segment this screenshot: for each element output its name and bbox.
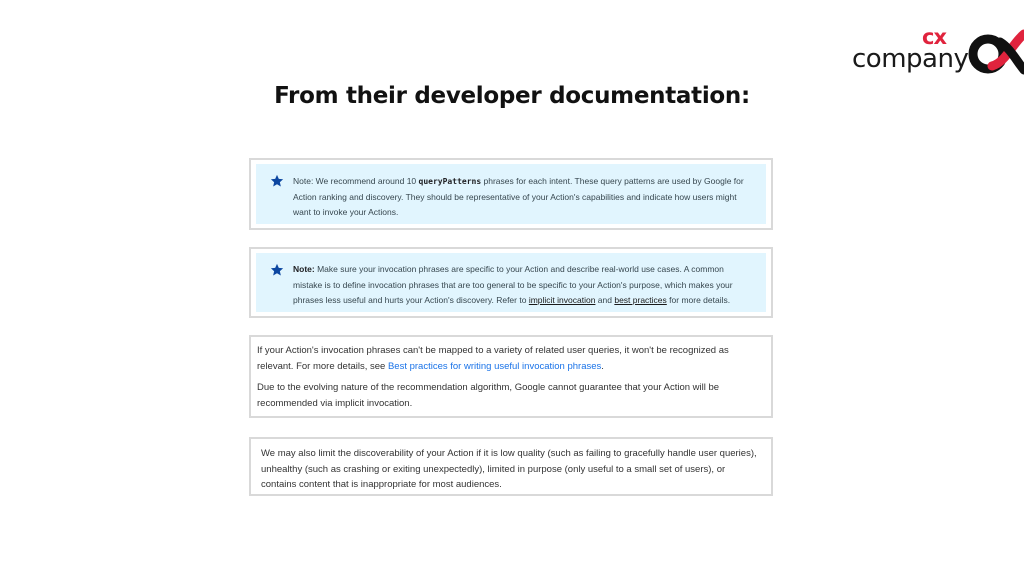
note-background xyxy=(256,164,766,224)
note-text-part2: for more details. xyxy=(666,295,731,305)
paragraph-mapping-text: If your Action's invocation phrases can't be mapped to a variety of related user queries, it won't be recognized as relevant. For more details, see xyxy=(257,345,729,372)
code-query-patterns: queryPatterns xyxy=(418,177,482,186)
note-text xyxy=(293,174,754,221)
paragraph-mapping-end: . xyxy=(601,360,604,372)
logo-mark-icon xyxy=(966,26,1024,76)
box-discoverability-limits xyxy=(249,437,773,496)
paragraph-algorithm: Due to the evolving nature of the recommendation algorithm, Google cannot guarantee that your Action will be recommended via implicit invocation. xyxy=(257,382,720,409)
note-text xyxy=(293,262,754,309)
note-label: Note: xyxy=(293,264,315,274)
note-prefix: Note: We recommend around 10 xyxy=(293,176,419,186)
link-best-practices[interactable]: best practices xyxy=(614,295,667,305)
logo-cx-text: cx xyxy=(922,25,946,49)
link-best-practices-invocation-phrases[interactable]: Best practices for writing useful invocation phrases xyxy=(387,360,602,372)
note-box-invocation-phrases xyxy=(249,247,773,318)
note-suffix: phrases for each intent. These query patterns are used by Google for Action ranking and discovery. They should be representative of your Action's capabilities and indicate how users might want to invoke your Actions. xyxy=(293,176,744,217)
box-recognition-info xyxy=(249,335,773,418)
paragraph-discoverability: We may also limit the discoverability of your Action if it is low quality (such as failing to gracefully handle user queries), unhealthy (such as crashing or exiting unexpectedly), limited in purpose (only useful to a small set of users), or contains content that is inappropriate for most audiences. xyxy=(261,448,757,490)
paragraph-mapping xyxy=(257,343,763,374)
star-icon xyxy=(270,174,284,188)
star-icon xyxy=(270,263,284,277)
page-title: From their developer documentation: xyxy=(274,83,750,109)
note-background xyxy=(256,253,766,312)
cx-company-logo xyxy=(850,26,1024,76)
note-box-query-patterns xyxy=(249,158,773,230)
link-implicit-invocation[interactable]: implicit invocation xyxy=(528,295,596,305)
note-and: and xyxy=(595,295,615,305)
note-text-part1: Make sure your invocation phrases are specific to your Action and describe real-world use cases. A common mistake is to define invocation phrases that are too general to be specific to your Action's purpose, which makes your phrases less useful and hurts your Action's discovery. Refer to xyxy=(293,264,733,305)
logo-company-text: company xyxy=(852,44,969,74)
